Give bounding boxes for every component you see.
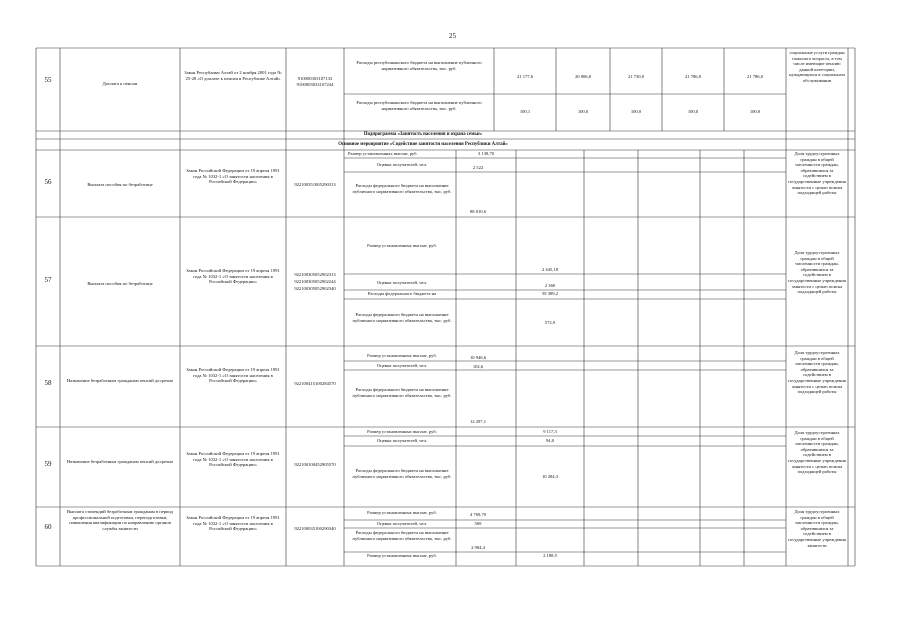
row-59-indicator-1: Размер установленных выплат, руб. (367, 429, 437, 434)
row-56-law: Закон Российской Федерации от 19 апреля 1991 года № 1032-1 «О занятости населения в Российской Федерации» (186, 168, 280, 185)
row-55-indicator-2: Расходы республиканского бюджета на выполнение публичного нормативного обязательства, тыс. руб. (356, 100, 482, 111)
row-57-value-4: 572,9 (544, 320, 556, 325)
row-57-indicator-1: Размер установленных выплат, руб. (367, 243, 437, 248)
row-57-code-1: 922100305052902313 (294, 272, 336, 277)
row-59-law: Закон Российской Федерации от 19 апреля 1991 года № 1032-1 «О занятости населения в Российской Федерации» (186, 451, 280, 468)
row-55-value-1-3: 21 730,0 (627, 74, 645, 79)
row-60-value-1: 4 769,70 (469, 512, 487, 517)
row-55-category: социальные услуги граждан пожилого возраста, в том числе имеющие пенсию данной категории, нуждающихся в социальном обслуживании (789, 50, 845, 83)
row-57-number: 57 (44, 276, 52, 284)
row-55-value-2-5: 100,0 (749, 109, 761, 114)
row-59-indicator-3: Расходы федерального бюджета на выполнение публичного нормативного обязательства, тыс. руб. (352, 468, 452, 479)
row-56-number: 56 (44, 178, 52, 186)
row-57-indicator-3: Расходы федерального бюджета на (367, 291, 437, 296)
row-55-name: Доплата к пенсии (102, 81, 138, 86)
row-55-code-2: 9100003033107244 (296, 82, 334, 87)
row-59-value-1: 9 117,3 (543, 429, 557, 434)
row-59-value-3: 10 284,3 (541, 474, 559, 479)
row-58-name: Назначение безработным гражданам пенсий досрочно (66, 378, 174, 383)
row-55-code-1: 910000303107133 (297, 76, 333, 81)
row-56-value-3: 88 010,6 (469, 209, 487, 214)
main-event-title: Основное мероприятие «Содействие занятости населения Республики Алтай» (338, 142, 508, 147)
row-55-value-1-5: 21 786,0 (746, 74, 764, 79)
row-55-value-1-2: 20 806,8 (574, 74, 592, 79)
row-56-indicator-3: Расходы федерального бюджета на выполнение публичного нормативного обязательства, тыс. руб. (352, 183, 452, 194)
row-60-law: Закон Российской Федерации от 19 апреля 1991 года № 1032-1 «О занятости населения в Российской Федерации» (186, 515, 280, 532)
row-57-code-3: 922100305052902340 (294, 286, 336, 291)
row-60-number: 60 (44, 523, 52, 531)
row-58-value-1: 10 946,6 (469, 355, 487, 360)
row-56-value-1: 3 138,70 (477, 151, 495, 156)
row-59-category: Доля трудоустроенных граждан в общей численности граждан, обратившихся за содействием в государственные учреждения занятости с целью поиска подходящей работы (788, 430, 846, 475)
row-60-code: 922100035100290340 (294, 526, 336, 531)
row-56-code: 922100351005290313 (294, 182, 336, 187)
row-60-indicator-3: Расходы федерального бюджета на выполнение публичного нормативного обязательства, тыс. руб. (352, 530, 452, 541)
row-57-value-2: 2 360 (544, 283, 556, 288)
row-57-indicator-4: Расходы федерального бюджета на выполнение публичного нормативного обязательства, тыс. руб. (352, 312, 452, 323)
row-56-indicator-1: Размер установленных выплат, руб. (348, 151, 418, 156)
row-57-value-1: 2 445,18 (541, 267, 559, 272)
row-55-indicator-1: Расходы республиканского бюджета на выполнение публичного нормативного обязательства, тыс. руб. (356, 60, 482, 71)
row-56-category: Доля трудоустроенных граждан в общей численности граждан, обратившихся за содействием в государственные учреждения занятости с целью поиска подходящей работы (788, 151, 846, 196)
row-55-value-2-1: 100,1 (519, 109, 531, 114)
row-59-indicator-2: Оценка получателей, чел. (376, 438, 428, 443)
row-57-indicator-2: Оценка получателей, чел. (376, 280, 428, 285)
row-56-value-2: 2 522 (472, 165, 484, 170)
row-60-value-2: 569 (474, 521, 482, 526)
row-58-number: 58 (44, 379, 52, 387)
row-59-code: 922100100452905570 (294, 462, 336, 467)
row-60-indicator-4: Размер установленных выплат, руб. (367, 553, 437, 558)
row-55-value-1-1: 21 177,6 (516, 74, 534, 79)
row-57-code-2: 922100305052902244 (294, 279, 336, 284)
row-56-name: Выплата пособия по безработице (87, 182, 153, 187)
row-58-code: 922100415100284570 (294, 381, 336, 386)
row-59-value-2: 94,0 (545, 438, 555, 443)
row-60-value-3: 2 984,4 (471, 545, 485, 550)
row-60-name: Выплата стипендий безработным гражданам в период профессиональной подготовки, переподготовки, повышения квалификации по направлению органов службы занятости (66, 509, 174, 531)
row-55-number: 55 (44, 76, 52, 84)
row-58-indicator-1: Размер установленных выплат, руб. (367, 353, 437, 358)
row-56-indicator-2: Оценка получателей, чел. (376, 162, 428, 167)
page-number: 25 (449, 32, 456, 40)
row-58-value-3: 12 297,1 (469, 419, 487, 424)
row-60-indicator-1: Размер установленных выплат, руб. (367, 510, 437, 515)
row-58-law: Закон Российской Федерации от 19 апреля 1991 года № 1032-1 «О занятости населения в Российской Федерации» (186, 367, 280, 384)
row-55-value-2-4: 100,0 (687, 109, 699, 114)
row-55-law: Закон Республики Алтай от 2 ноября 2001 года № 25-28 «О доплате к пенсии в Республике Алтай» (184, 70, 282, 81)
row-60-indicator-2: Оценка получателей, чел. (376, 521, 428, 526)
row-57-value-3: 59 389,2 (541, 291, 559, 296)
row-59-name: Назначение безработным гражданам пенсий досрочно (66, 459, 174, 464)
row-57-category: Доля трудоустроенных граждан в общей численности граждан, обратившихся за содействием в государственные учреждения занятости с целью поиска подходящей работы (788, 250, 846, 295)
row-55-value-2-3: 100,0 (630, 109, 642, 114)
row-58-indicator-2: Оценка получателей, чел. (376, 363, 428, 368)
row-57-law: Закон Российской Федерации от 19 апреля 1991 года № 1032-1 «О занятости населения в Российской Федерации» (186, 268, 280, 285)
row-58-indicator-3: Расходы федерального бюджета на выполнение публичного нормативного обязательства, тыс. руб. (352, 387, 452, 398)
subprogram-title: Подпрограмма «Занятость населения и охрана семьи» (363, 132, 483, 137)
row-55-value-2-2: 100,0 (577, 109, 589, 114)
row-58-value-2: 102,6 (472, 364, 484, 369)
row-60-value-4: 2 188,5 (543, 553, 557, 558)
row-58-category: Доля трудоустроенных граждан в общей численности граждан, обратившихся за содействием в государственные учреждения занятости с целью поиска подходящей работы (788, 350, 846, 395)
row-59-number: 59 (44, 460, 52, 468)
row-60-category: Доля трудоустроенных граждан в общей численности граждан, обратившихся за содействием в государственные учреждения занятости (788, 509, 846, 548)
row-57-name: Выплата пособия по безработице (87, 281, 153, 286)
row-55-value-1-4: 21 786,0 (684, 74, 702, 79)
